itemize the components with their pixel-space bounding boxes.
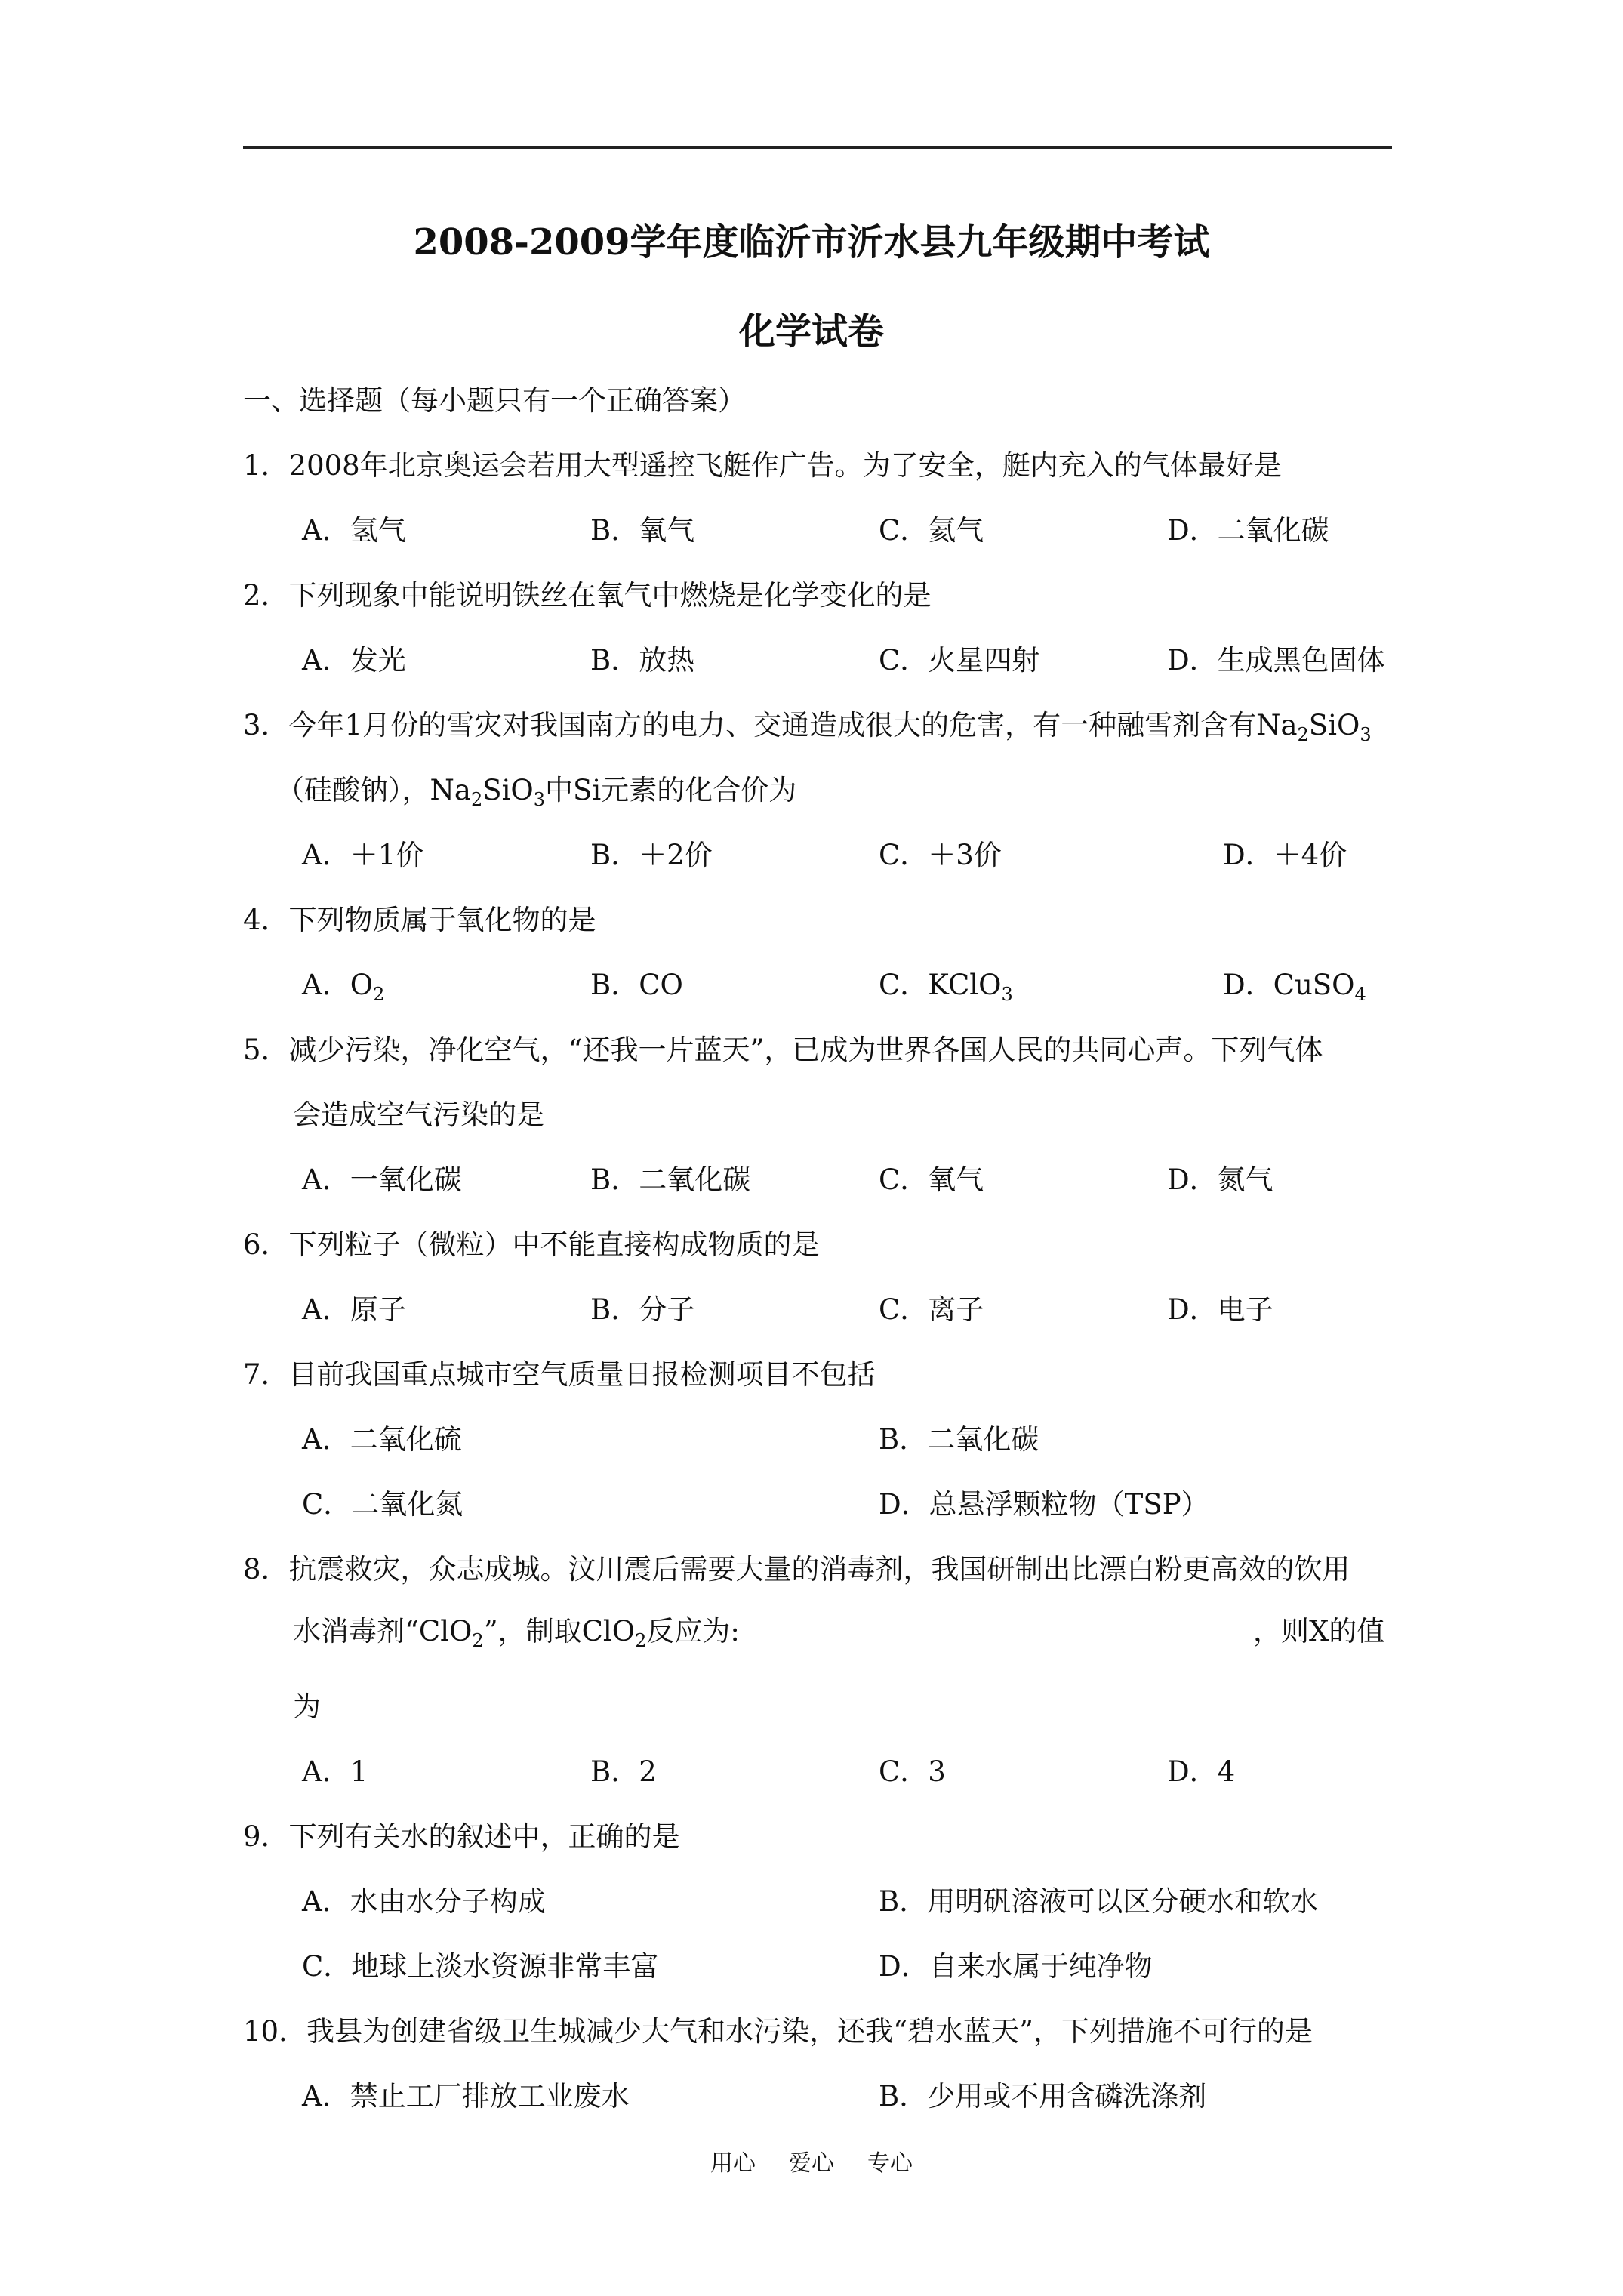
question-3-stem-line2 (276, 773, 796, 808)
question-3-stem (243, 708, 1372, 743)
question-1-option-a: A．氢气 (302, 514, 406, 547)
question-8-line2-sub: 2 (635, 1630, 647, 1651)
question-2-stem: 2．下列现象中能说明铁丝在氧气中燃烧是化学变化的是 (243, 579, 932, 612)
question-8-line2-mid: ”，制取ClO (483, 1615, 636, 1647)
question-1-option-c: C．氦气 (879, 514, 984, 547)
question-9-option-a: A．水由水分子构成 (302, 1885, 546, 1918)
question-3-stem-formula: SiO (1308, 709, 1360, 741)
question-8-option-c: C．3 (879, 1755, 946, 1788)
question-5-stem: 5．减少污染，净化空气，“还我一片蓝天”，已成为世界各国人民的共同心声。下列气体 (243, 1034, 1323, 1066)
question-6-option-d: D．电子 (1167, 1293, 1273, 1326)
question-4-stem: 4．下列物质属于氧化物的是 (243, 904, 596, 936)
exam-subtitle: 化学试卷 (738, 310, 884, 353)
question-2-option-a: A．发光 (302, 644, 406, 676)
header-rule (243, 146, 1392, 149)
question-5-option-c: C．氧气 (879, 1163, 984, 1196)
question-3-option-c: C．＋3价 (879, 839, 1002, 871)
question-4-option-c-text: C．KClO (879, 969, 1002, 1001)
question-4-option-c (879, 968, 1013, 1003)
question-8-line2-text: 水消毒剂“ClO (293, 1615, 473, 1647)
question-3-option-b: B．＋2价 (590, 839, 713, 871)
question-3-line2-sub: 2 (470, 789, 483, 810)
question-3-line2-text: （硅酸钠），Na (276, 774, 471, 806)
question-4-option-c-sub: 3 (1001, 984, 1013, 1005)
question-4-option-d-text: D．CuSO (1223, 969, 1355, 1001)
question-8-option-d: D．4 (1167, 1755, 1236, 1788)
page-footer (0, 2144, 1623, 2177)
question-8-stem-line2-right: ，则X的值 (1253, 1615, 1385, 1647)
question-8-option-a: A．1 (302, 1755, 368, 1788)
question-8-option-b: B．2 (590, 1755, 657, 1788)
question-4-option-a (302, 968, 384, 1003)
question-7-option-c: C．二氧化氮 (302, 1488, 463, 1521)
question-1-stem: 1．2008年北京奥运会若用大型遥控飞艇作广告。为了安全，艇内充入的气体最好是 (243, 449, 1282, 482)
question-9-stem: 9．下列有关水的叙述中，正确的是 (243, 1820, 680, 1853)
question-3-stem-sub: 3 (1360, 724, 1372, 745)
question-8-stem: 8．抗震救灾，众志成城。汶川震后需要大量的消毒剂，我国研制出比漂白粉更高效的饮用 (243, 1553, 1350, 1586)
question-10-option-a: A．禁止工厂排放工业废水 (302, 2080, 630, 2113)
question-7-option-a: A．二氧化硫 (302, 1423, 462, 1456)
question-6-option-b: B．分子 (590, 1293, 695, 1326)
question-5-option-a: A．一氧化碳 (302, 1163, 462, 1196)
question-4-option-b: B．CO (590, 969, 683, 1001)
question-1-option-d: D．二氧化碳 (1167, 514, 1329, 547)
question-3-option-a: A．＋1价 (302, 839, 424, 871)
question-6-option-a: A．原子 (302, 1293, 406, 1326)
question-3-line2-sub: 3 (533, 789, 546, 810)
question-6-option-c: C．离子 (879, 1293, 984, 1326)
question-4-option-d (1223, 968, 1366, 1003)
question-7-option-b: B．二氧化碳 (879, 1423, 1039, 1456)
question-10-stem: 10．我县为创建省级卫生城减少大气和水污染，还我“碧水蓝天”，下列措施不可行的是 (243, 2015, 1313, 2048)
question-2-option-c: C．火星四射 (879, 644, 1040, 676)
exam-title: 2008-2009学年度临沂市沂水县九年级期中考试 (413, 221, 1210, 264)
question-6-stem: 6．下列粒子（微粒）中不能直接构成物质的是 (243, 1228, 820, 1261)
footer-text: 爱心 (789, 2150, 834, 2177)
question-9-option-d: D．自来水属于纯净物 (879, 1950, 1153, 1983)
question-4-option-a-text: A．O (302, 969, 374, 1001)
question-4-option-d-sub: 4 (1354, 984, 1366, 1005)
question-9-option-b: B．用明矾溶液可以区分硬水和软水 (879, 1885, 1319, 1918)
question-3-stem-text: 3．今年1月份的雪灾对我国南方的电力、交通造成很大的危害，有一种融雪剂含有Na (243, 709, 1298, 741)
footer-text: 专心 (867, 2150, 913, 2177)
question-3-line2-post: 中Si元素的化合价为 (545, 774, 797, 806)
question-8-stem-line3: 为 (293, 1690, 321, 1723)
question-2-option-d: D．生成黑色固体 (1167, 644, 1385, 676)
question-3-line2-formula: SiO (482, 774, 534, 806)
question-2-option-b: B．放热 (590, 644, 695, 676)
question-1-option-b: B．氧气 (590, 514, 695, 547)
question-5-option-d: D．氮气 (1167, 1163, 1273, 1196)
question-10-option-b: B．少用或不用含磷洗涤剂 (879, 2080, 1207, 2113)
footer-text: 用心 (710, 2150, 756, 2177)
question-5-stem-line2: 会造成空气污染的是 (293, 1099, 544, 1131)
question-3-stem-sub: 2 (1297, 724, 1309, 745)
question-8-line2-sub: 2 (472, 1630, 484, 1651)
section-heading: 一、选择题（每小题只有一个正确答案） (243, 384, 746, 417)
question-7-option-d: D．总悬浮颗粒物（TSP） (879, 1488, 1209, 1521)
question-4-option-a-sub: 2 (373, 984, 385, 1005)
question-3-option-d: D．＋4价 (1223, 839, 1347, 871)
question-7-stem: 7．目前我国重点城市空气质量日报检测项目不包括 (243, 1358, 876, 1391)
question-8-line2-post: 反应为: (646, 1615, 740, 1647)
question-9-option-c: C．地球上淡水资源非常丰富 (302, 1950, 659, 1983)
question-5-option-b: B．二氧化碳 (590, 1163, 751, 1196)
question-8-stem-line2 (293, 1614, 740, 1649)
